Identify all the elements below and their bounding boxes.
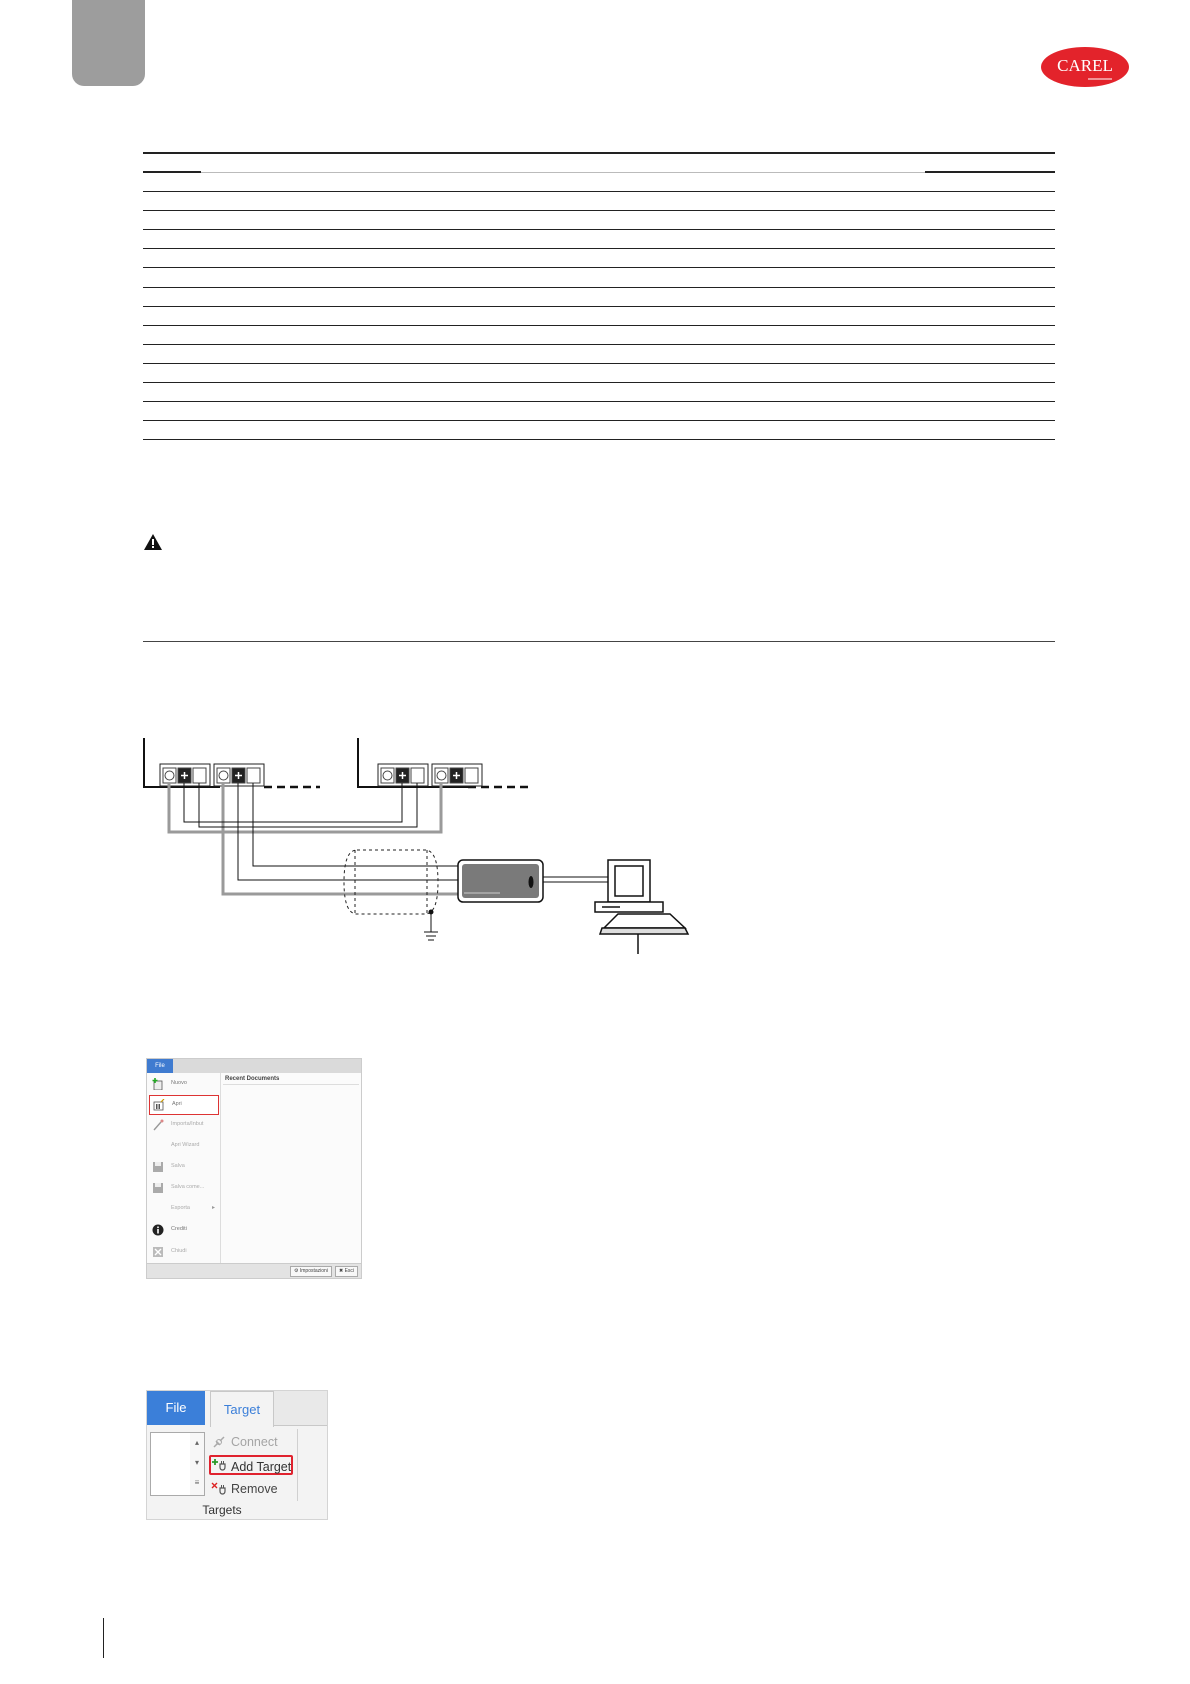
scroll-up-icon[interactable]: ▴	[194, 1438, 199, 1447]
targets-list[interactable]	[150, 1432, 192, 1496]
settings-button-label: Impostazioni	[299, 1268, 328, 1274]
table-row	[143, 345, 1055, 364]
menu-item-label: Crediti	[171, 1226, 187, 1232]
menu-item-label: Apri Wizard	[171, 1142, 200, 1148]
table-row	[143, 211, 1055, 230]
table-row	[143, 326, 1055, 345]
table-header-row	[143, 154, 1055, 173]
shielded-cable	[344, 850, 438, 914]
menu-item-label: Salva come...	[171, 1184, 205, 1190]
menu-item-label: Salva	[171, 1163, 185, 1169]
remove-button[interactable]	[209, 1479, 309, 1499]
connect-button[interactable]	[209, 1432, 309, 1452]
menu-item-credits[interactable]	[149, 1221, 217, 1239]
connect-label: Connect	[231, 1435, 278, 1449]
table-row	[143, 421, 1055, 440]
table-row	[143, 402, 1055, 421]
plug-icon	[211, 1435, 227, 1449]
section-divider	[143, 641, 1055, 642]
usb-converter	[458, 860, 543, 902]
menu-item-new[interactable]	[149, 1075, 217, 1093]
table-row	[143, 307, 1055, 326]
spec-table	[143, 152, 1055, 440]
recent-documents-panel	[221, 1073, 361, 1266]
wand-icon	[152, 1119, 164, 1131]
target-ribbon-screenshot	[146, 1390, 328, 1520]
targets-list-scrollbar[interactable]	[190, 1432, 205, 1496]
tab-file[interactable]: File	[147, 1391, 205, 1425]
menu-item-save-as[interactable]	[149, 1179, 217, 1197]
page-margin-rule	[103, 1618, 104, 1658]
ribbon-tab-bar	[274, 1391, 327, 1426]
remove-plug-icon	[211, 1482, 227, 1496]
close-icon	[152, 1246, 164, 1258]
new-document-icon	[152, 1078, 164, 1090]
add-plug-icon	[211, 1458, 227, 1472]
exit-button-label: Esci	[344, 1268, 355, 1274]
menu-item-label: Nuovo	[171, 1080, 187, 1086]
table-row	[143, 173, 1055, 192]
exit-button[interactable]: ✖ Esci	[335, 1266, 358, 1277]
add-target-label: Add Target	[231, 1460, 292, 1474]
submenu-arrow-icon: ▸	[211, 1205, 215, 1211]
table-row	[143, 383, 1055, 402]
chapter-tab	[72, 0, 145, 86]
table-row	[143, 268, 1055, 287]
carel-logo	[1040, 46, 1130, 88]
table-row	[143, 249, 1055, 268]
pc-icon	[595, 860, 688, 954]
tab-file[interactable]: File	[147, 1059, 173, 1073]
menu-item-open[interactable]	[149, 1095, 219, 1115]
menu-item-label: Importa/Inbut	[171, 1121, 204, 1127]
wiring-diagram	[140, 732, 740, 962]
targets-group-label: Targets	[202, 1503, 242, 1517]
menu-item-label: Esporta	[171, 1205, 190, 1211]
recent-documents-title: Recent Documents	[225, 1076, 280, 1082]
add-target-button[interactable]	[209, 1455, 293, 1475]
file-menu-screenshot	[146, 1058, 362, 1279]
menu-item-import[interactable]	[149, 1116, 217, 1134]
menu-item-close[interactable]	[149, 1243, 217, 1261]
warning-icon	[143, 533, 163, 551]
logo-text: CAREL	[1057, 56, 1113, 75]
menu-tab-bar	[147, 1059, 361, 1073]
save-icon	[152, 1161, 164, 1173]
tab-target[interactable]: Target	[210, 1391, 274, 1427]
menu-item-save[interactable]	[149, 1158, 217, 1176]
scroll-down-icon[interactable]: ▾	[194, 1458, 199, 1467]
table-row	[143, 288, 1055, 307]
menu-item-open-wizard[interactable]	[149, 1137, 217, 1155]
menu-footer	[147, 1263, 361, 1278]
file-menu-items	[147, 1073, 221, 1266]
expand-icon[interactable]: ≡	[194, 1478, 200, 1487]
menu-item-label: Apri	[172, 1101, 182, 1107]
table-row	[143, 364, 1055, 383]
settings-button[interactable]: ⚙ Impostazioni	[290, 1266, 332, 1277]
menu-item-label: Chiudi	[171, 1248, 187, 1254]
terminal-block-1	[160, 764, 482, 786]
save-as-icon	[152, 1182, 164, 1194]
table-row	[143, 192, 1055, 211]
open-folder-icon	[153, 1099, 165, 1111]
info-icon	[152, 1224, 164, 1236]
menu-item-export[interactable]	[149, 1200, 217, 1218]
table-row	[143, 230, 1055, 249]
remove-label: Remove	[231, 1482, 278, 1496]
